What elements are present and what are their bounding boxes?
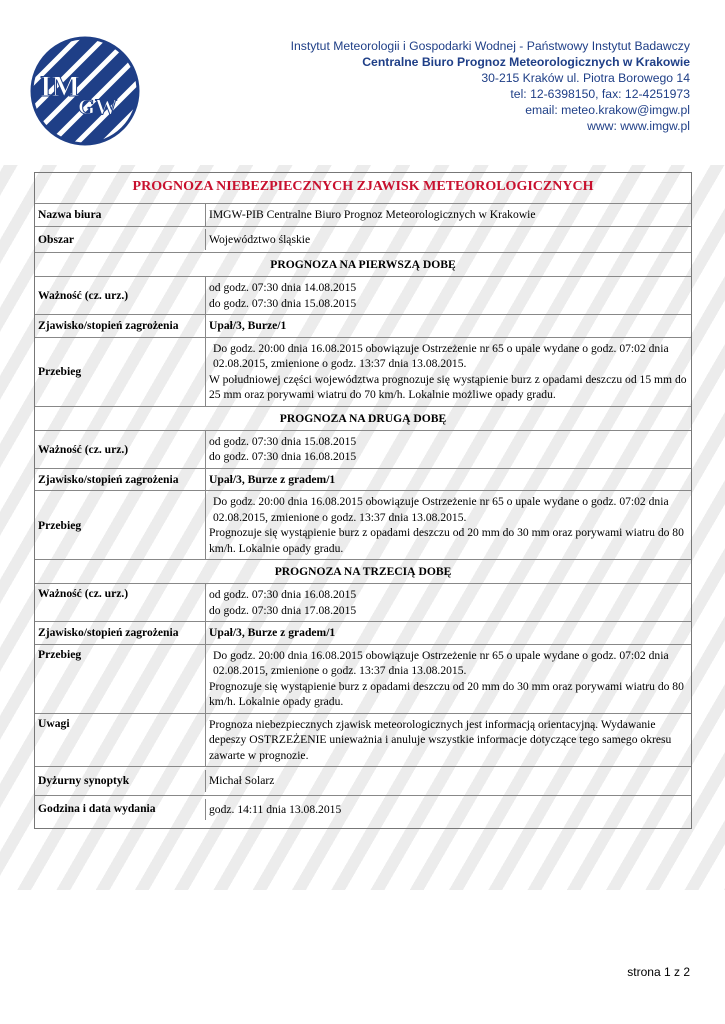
day1-phenomenon-label: Zjawisko/stopień zagrożenia xyxy=(35,315,206,337)
day2-course-forecast: Prognozuje się wystąpienie burz z opadami deszczu od 20 mm do 30 mm oraz porywami wiatru do 80 km/h. Lokalnie opady gradu. xyxy=(209,526,684,555)
day3-course-label: Przebieg xyxy=(35,645,206,713)
day3-phenomenon-label: Zjawisko/stopień zagrożenia xyxy=(35,622,206,644)
day3-course-forecast: Prognozuje się wystąpienie burz z opadami deszczu od 20 mm do 30 mm oraz porywami wiatru do 80 km/h. Lokalnie opady gradu. xyxy=(209,679,684,708)
day3-validity-row xyxy=(35,584,691,622)
office-name: Centralne Biuro Prognoz Meteorologicznych w Krakowie xyxy=(362,55,690,69)
day2-heading: PROGNOZA NA DRUGĄ DOBĘ xyxy=(35,407,691,431)
day2-validity-from: od godz. 07:30 dnia 15.08.2015 xyxy=(209,434,357,448)
day2-phenomenon-row xyxy=(35,469,691,492)
notes-label: Uwagi xyxy=(35,714,206,767)
issued-value: godz. 14:11 dnia 13.08.2015 xyxy=(209,802,342,816)
day1-validity-from: od godz. 07:30 dnia 14.08.2015 xyxy=(209,281,357,294)
forecast-table xyxy=(34,172,692,829)
footer-band xyxy=(0,890,725,1024)
day3-phenomenon-row xyxy=(35,622,691,645)
day2-validity-row xyxy=(35,431,691,469)
day1-course-warning: Do godz. 20:00 dnia 16.08.2015 obowiązuje Ostrzeżenie nr 65 o upale wydane o godz. 07:02 dnia 02.08.2015, zmienione o godz. 13:37 dnia 13.08.2015. xyxy=(213,341,669,370)
imgw-logo xyxy=(30,36,140,146)
day1-validity-to: do godz. 07:30 dnia 15.08.2015 xyxy=(209,296,357,310)
logo-text-top: IM xyxy=(40,70,80,103)
day2-phenomenon-value: Upał/3, Burze z gradem/1 xyxy=(209,472,336,486)
day2-course-row xyxy=(35,491,691,560)
day3-course-row xyxy=(35,645,691,714)
forecaster-label: Dyżurny synoptyk xyxy=(35,770,206,792)
day3-course-warning: Do godz. 20:00 dnia 16.08.2015 obowiązuje Ostrzeżenie nr 65 o upale wydane o godz. 07:02 dnia 02.08.2015, zmienione o godz. 13:37 dnia 13.08.2015. xyxy=(213,648,669,677)
institute-info xyxy=(291,38,690,134)
day3-validity-from: od godz. 07:30 dnia 16.08.2015 xyxy=(209,588,357,601)
notes-value: Prognoza niebezpiecznych zjawisk meteorologicznych jest informacją orientacyjną. Wydawanie depeszy OSTRZEŻENIE unieważnia i anuluje wszystkie informacje dotyczące tego samego okresu zawarte w prognozie. xyxy=(209,717,672,762)
address: 30-215 Kraków ul. Piotra Borowego 14 xyxy=(481,71,690,85)
day1-validity-label: Ważność (cz. urz.) xyxy=(35,277,206,314)
day2-course-label: Przebieg xyxy=(35,491,206,559)
email-link[interactable]: email: meteo.krakow@imgw.pl xyxy=(525,103,690,117)
notes-row xyxy=(35,714,691,768)
day3-validity-label: Ważność (cz. urz.) xyxy=(35,584,206,621)
logo-text-bottom: GW xyxy=(78,94,118,119)
forecaster-value: Michał Solarz xyxy=(209,774,275,787)
www-link[interactable]: www: www.imgw.pl xyxy=(587,119,690,133)
area-row xyxy=(35,227,691,254)
day1-validity-row xyxy=(35,277,691,315)
office-value: IMGW-PIB Centralne Biuro Prognoz Meteorologicznych w Krakowie xyxy=(209,208,536,221)
page-number: strona 1 z 2 xyxy=(627,965,690,979)
day2-validity-label: Ważność (cz. urz.) xyxy=(35,431,206,468)
day1-course-label: Przebieg xyxy=(35,338,206,406)
phone-fax: tel: 12-6398150, fax: 12-4251973 xyxy=(510,87,690,101)
day1-heading: PROGNOZA NA PIERWSZĄ DOBĘ xyxy=(35,253,691,277)
day3-validity-to: do godz. 07:30 dnia 17.08.2015 xyxy=(209,603,357,617)
office-label: Nazwa biura xyxy=(35,204,206,226)
area-value: Województwo śląskie xyxy=(209,232,311,246)
day1-course-row xyxy=(35,338,691,407)
day1-phenomenon-row xyxy=(35,315,691,338)
day3-heading: PROGNOZA NA TRZECIĄ DOBĘ xyxy=(35,560,691,584)
document-title: PROGNOZA NIEBEZPIECZNYCH ZJAWISK METEOROLOGICZNYCH xyxy=(35,173,691,204)
day3-phenomenon-value: Upał/3, Burze z gradem/1 xyxy=(209,626,336,639)
forecaster-row xyxy=(35,767,691,796)
day2-phenomenon-label: Zjawisko/stopień zagrożenia xyxy=(35,469,206,491)
day2-course-warning: Do godz. 20:00 dnia 16.08.2015 obowiązuje Ostrzeżenie nr 65 o upale wydane o godz. 07:02 dnia 02.08.2015, zmienione o godz. 13:37 dnia 13.08.2015. xyxy=(213,495,669,524)
day1-phenomenon-value: Upał/3, Burze/1 xyxy=(209,319,287,332)
day2-validity-to: do godz. 07:30 dnia 16.08.2015 xyxy=(209,450,357,463)
office-row xyxy=(35,204,691,227)
day1-course-forecast: W południowej części województwa prognozuje się wystąpienie burz z opadami deszczu od 15 mm do 25 mm oraz porywami wiatru do 70 km/h. Lokalnie możliwe opady gradu. xyxy=(209,372,687,401)
area-label: Obszar xyxy=(35,229,206,251)
issued-label: Godzina i data wydania xyxy=(35,799,206,821)
institute-name: Instytut Meteorologii i Gospodarki Wodnej - Państwowy Instytut Badawczy xyxy=(290,39,690,53)
issued-row xyxy=(35,796,691,829)
